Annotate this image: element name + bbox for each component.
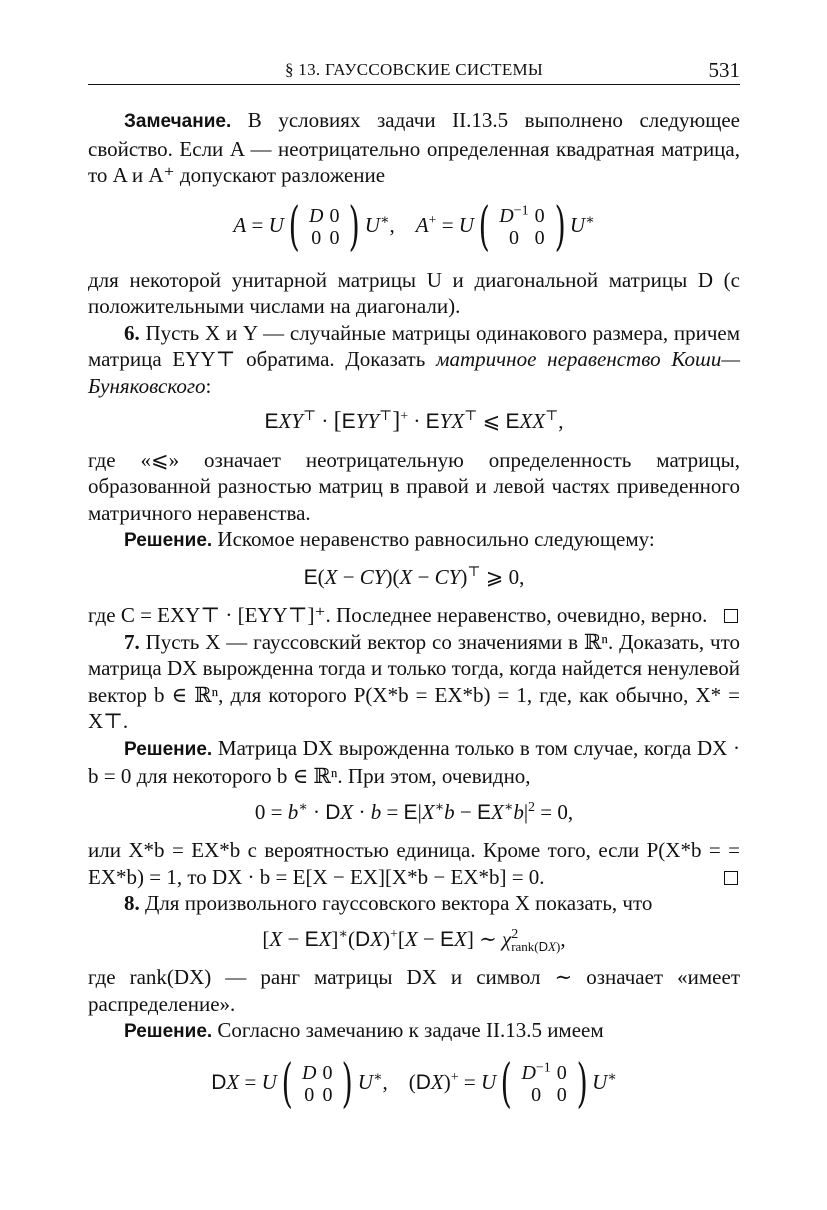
problem-7-number: 7. [124,629,140,654]
remark-paragraph [88,107,740,189]
remark-continuation: для некоторой унитарной матрицы U и диагональной матрицы D (с положительными числами на диагонали). [88,267,740,318]
book-page [88,58,740,1124]
remark-text: В условиях задачи II.13.5 выполнено следующее свойство. Если A — неотрицательно определенная квадратная матрица, то A и A⁺ допускают разложение [88,108,741,187]
problem-8-number: 8. [124,891,140,915]
problem-7-solution: Решение. Матрица DX вырожденна только в том случае, когда DX · b = 0 для некоторого b ∈ ℝⁿ. При этом, очевидно, [88,735,740,788]
problem-6-solution-end: где C = EXY⊤ · [EYY⊤]⁺. Последнее неравенство, очевидно, верно. [88,602,740,629]
problem-8-formula: [X − EX]∗(DX)+[X − EX] ∼ $\chi^2_{rank(DX)}$, [262,926,566,954]
problem-8-statement: 8. Для произвольного гауссовского вектора X показать, что [124,891,653,915]
problem-7-statement: 7. Пусть X — гауссовский вектор со значениями в ℝⁿ. Доказать, что матрица DX вырожденна тогда и только тогда, когда найдется ненулевой вектор b ∈ ℝⁿ, для которого P(X*b = EX*b) = 1, где, как обычно, X* = X⊤. [88,629,741,733]
problem-6-solution-heading: Решение. [124,530,213,551]
problem-8-explanation: где rank(DX) — ранг матрицы DX и символ ∼ означает «имеет распределение». [88,965,740,1016]
problem-8-solution-formula: DX = U( D 0 0 0 ) U∗, (DX)+ = U( $D^{-1}$ 0 0 0 ) U∗ [211,1053,617,1114]
problem-7-solution-end: или X*b = EX*b с вероятностью единица. Кроме того, если P(X*b = = EX*b) = 1, то DX · b = E[X − EX][X*b − EX*b] = 0. [88,838,740,889]
chapter-title: § 13. ГАУССОВСКИЕ СИСТЕМЫ [284,60,544,79]
problem-8-solution-heading: Решение. [124,1021,213,1042]
problem-6-solution-formula: E(X − CY)(X − CY)⊤ ⩾ 0, [303,564,525,589]
page-number: 531 [708,58,740,82]
problem-6-explanation: где «⩽» означает неотрицательную определенность матрицы, образованной разностью матриц в правой и левой частях приведенного матричного неравенства. [88,447,740,525]
problem-8-solution: Решение. Согласно замечанию к задаче II.13.5 имеем [124,1018,604,1042]
problem-7-solution-heading: Решение. [124,738,213,760]
remark-formula: A = U( D 0 0 0 ) U∗, A+ = U( $D^{-1}$ 0 0 0 ) U∗ [233,196,595,257]
running-header [88,58,740,85]
page-content [88,107,741,1114]
qed-square-icon [724,609,738,623]
cauchy-bunyakovsky-term: матричное неравенство Коши—Буняковского [88,347,740,398]
problem-6-number: 6. [124,320,140,345]
problem-6-formula: EXY⊤ · [EYY⊤]+ · EYX⊤ ⩽ EXX⊤, [264,408,564,434]
remark-heading: Замечание. [124,111,232,132]
problem-6-statement: 6. Пусть X и Y — случайные матрицы одинакового размера, причем матрица EYY⊤ обратима. Доказать матричное неравенство Коши—Буняковского: [88,320,740,398]
problem-6-solution: Решение. Искомое неравенство равносильно следующему: [124,527,655,551]
qed-square-icon [724,871,738,885]
problem-7-solution-formula: 0 = b∗ · DX · $b = E|X^∗b - EX^∗b|^2 = 0$, [254,799,574,824]
